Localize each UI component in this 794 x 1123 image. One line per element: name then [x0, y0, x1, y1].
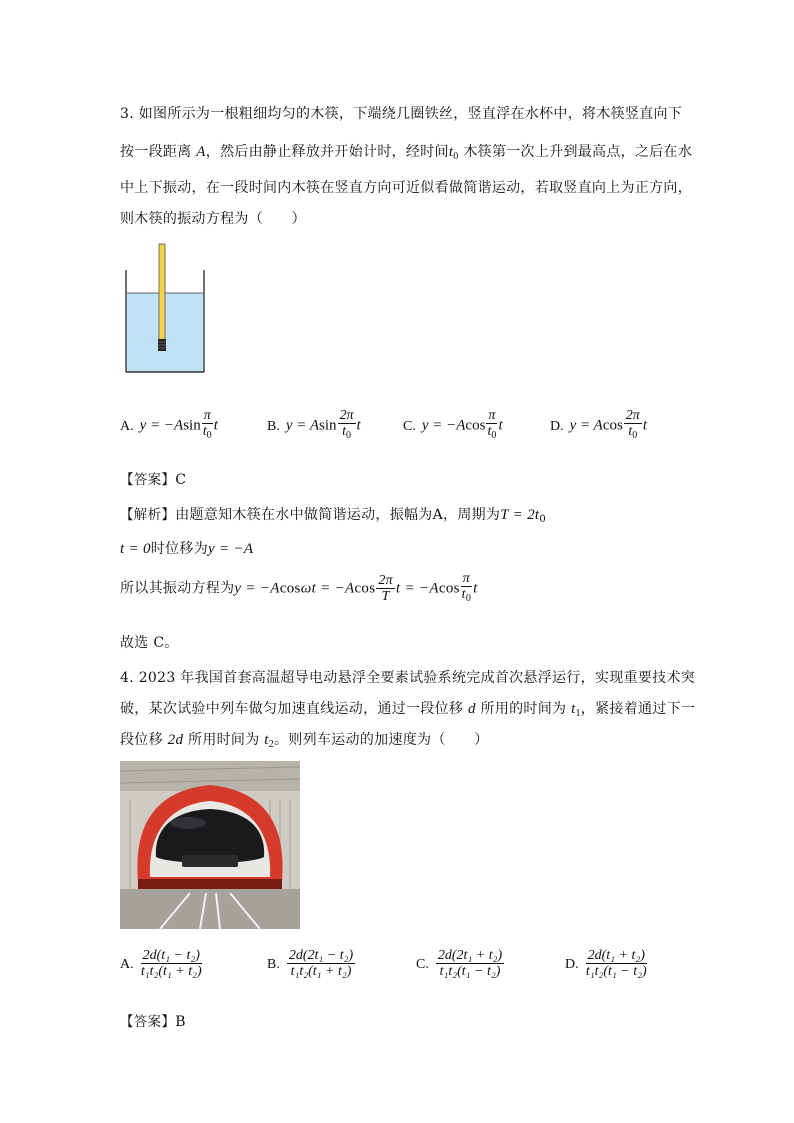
chopstick — [159, 244, 165, 348]
q3-answer — [120, 468, 186, 488]
analysis-tag: 【解析】 — [120, 507, 176, 523]
q3-line-1: 3. 如图所示为一根粗细均匀的木筷，下端绕几圈铁丝，竖直浮在水杯中，将木筷竖直向下 — [120, 106, 683, 122]
var-A: A — [196, 144, 206, 160]
var-t0: $t_0$ — [448, 144, 459, 162]
q4-option-d[interactable]: D. $\frac{\text{2d(t₁ + t₂)}}{\text{t₁t₂(t₁ − t₂)}}$ — [565, 948, 647, 979]
q4-option-c[interactable]: C. $\frac{\text{2d(2t₁ + t₂)}}{\text{t₁t₂(t₁ − t₂)}}$ — [416, 948, 503, 979]
q4-line-2: 破，某次试验中列车做匀加速直线运动，通过一段位移 d 所用的时间为 $t_1$，紧接着通过下一 — [120, 701, 696, 719]
answer-value: C — [175, 472, 187, 488]
q3-analysis-3: 所以其振动方程为y = −Acosωt = −Acos $\frac{2\pi}{T}$ t = −Acos $\frac{\pi}{t_0}$ t — [120, 571, 478, 604]
q3-option-a[interactable]: A. y = −Asin $\frac{\pi}{t_0}$ t — [120, 408, 218, 441]
q3-analysis-1: 【解析】由题意知木筷在水中做简谐运动，振幅为A，周期为$T = 2t_0$ — [120, 507, 547, 525]
q3-text: 木筷第一次上升到最高点，之后在水 — [458, 144, 693, 160]
q3-text: ，然后由静止释放并开始计时，经时间 — [205, 144, 449, 160]
q3-line-4: 则木筷的振动方程为（ ） — [120, 211, 306, 227]
cup-chopstick-figure — [120, 240, 210, 375]
q3-line-3: 中上下振动，在一段时间内木筷在竖直方向可近似看做简谐运动，若取竖直向上为正方向， — [120, 180, 692, 196]
q3-analysis-2: t = 0时位移为y = −A — [120, 541, 254, 557]
q3-option-d[interactable]: D. y = Acos $\frac{2\pi}{t_0}$ t — [550, 408, 647, 441]
q4-option-a[interactable]: A. $\frac{\text{2d(t₁ − t₂)}}{\text{t₁t₂(t₁ + t₂)}}$ — [120, 948, 202, 979]
q4-option-b[interactable]: B. $\frac{\text{2d(2t₁ − t₂)}}{\text{t₁t₂(t₁ + t₂)}}$ — [267, 948, 354, 979]
answer-tag: 【答案】 — [120, 1014, 176, 1030]
q3-line-2 — [120, 141, 692, 162]
q4-answer — [120, 1010, 186, 1030]
q3-option-c[interactable]: C. y = −Acos $\frac{\pi}{t_0}$ t — [403, 408, 503, 441]
q4-line-3: 段位移 2d 所用时间为 $t_2$。则列车运动的加速度为（ ） — [120, 732, 489, 750]
q4-line-1: 4. 2023 年我国首套高温超导电动悬浮全要素试验系统完成首次悬浮运行，实现重要技术突 — [120, 670, 696, 686]
q3-option-b[interactable]: B. y = Asin $\frac{2\pi}{t_0}$ t — [267, 408, 361, 441]
answer-value: B — [175, 1014, 186, 1030]
q3-analysis-4: 故选 C。 — [120, 635, 179, 651]
answer-tag: 【答案】 — [120, 472, 176, 488]
maglev-train-photo — [120, 761, 300, 929]
q3-text: 按一段距离 — [120, 144, 197, 160]
